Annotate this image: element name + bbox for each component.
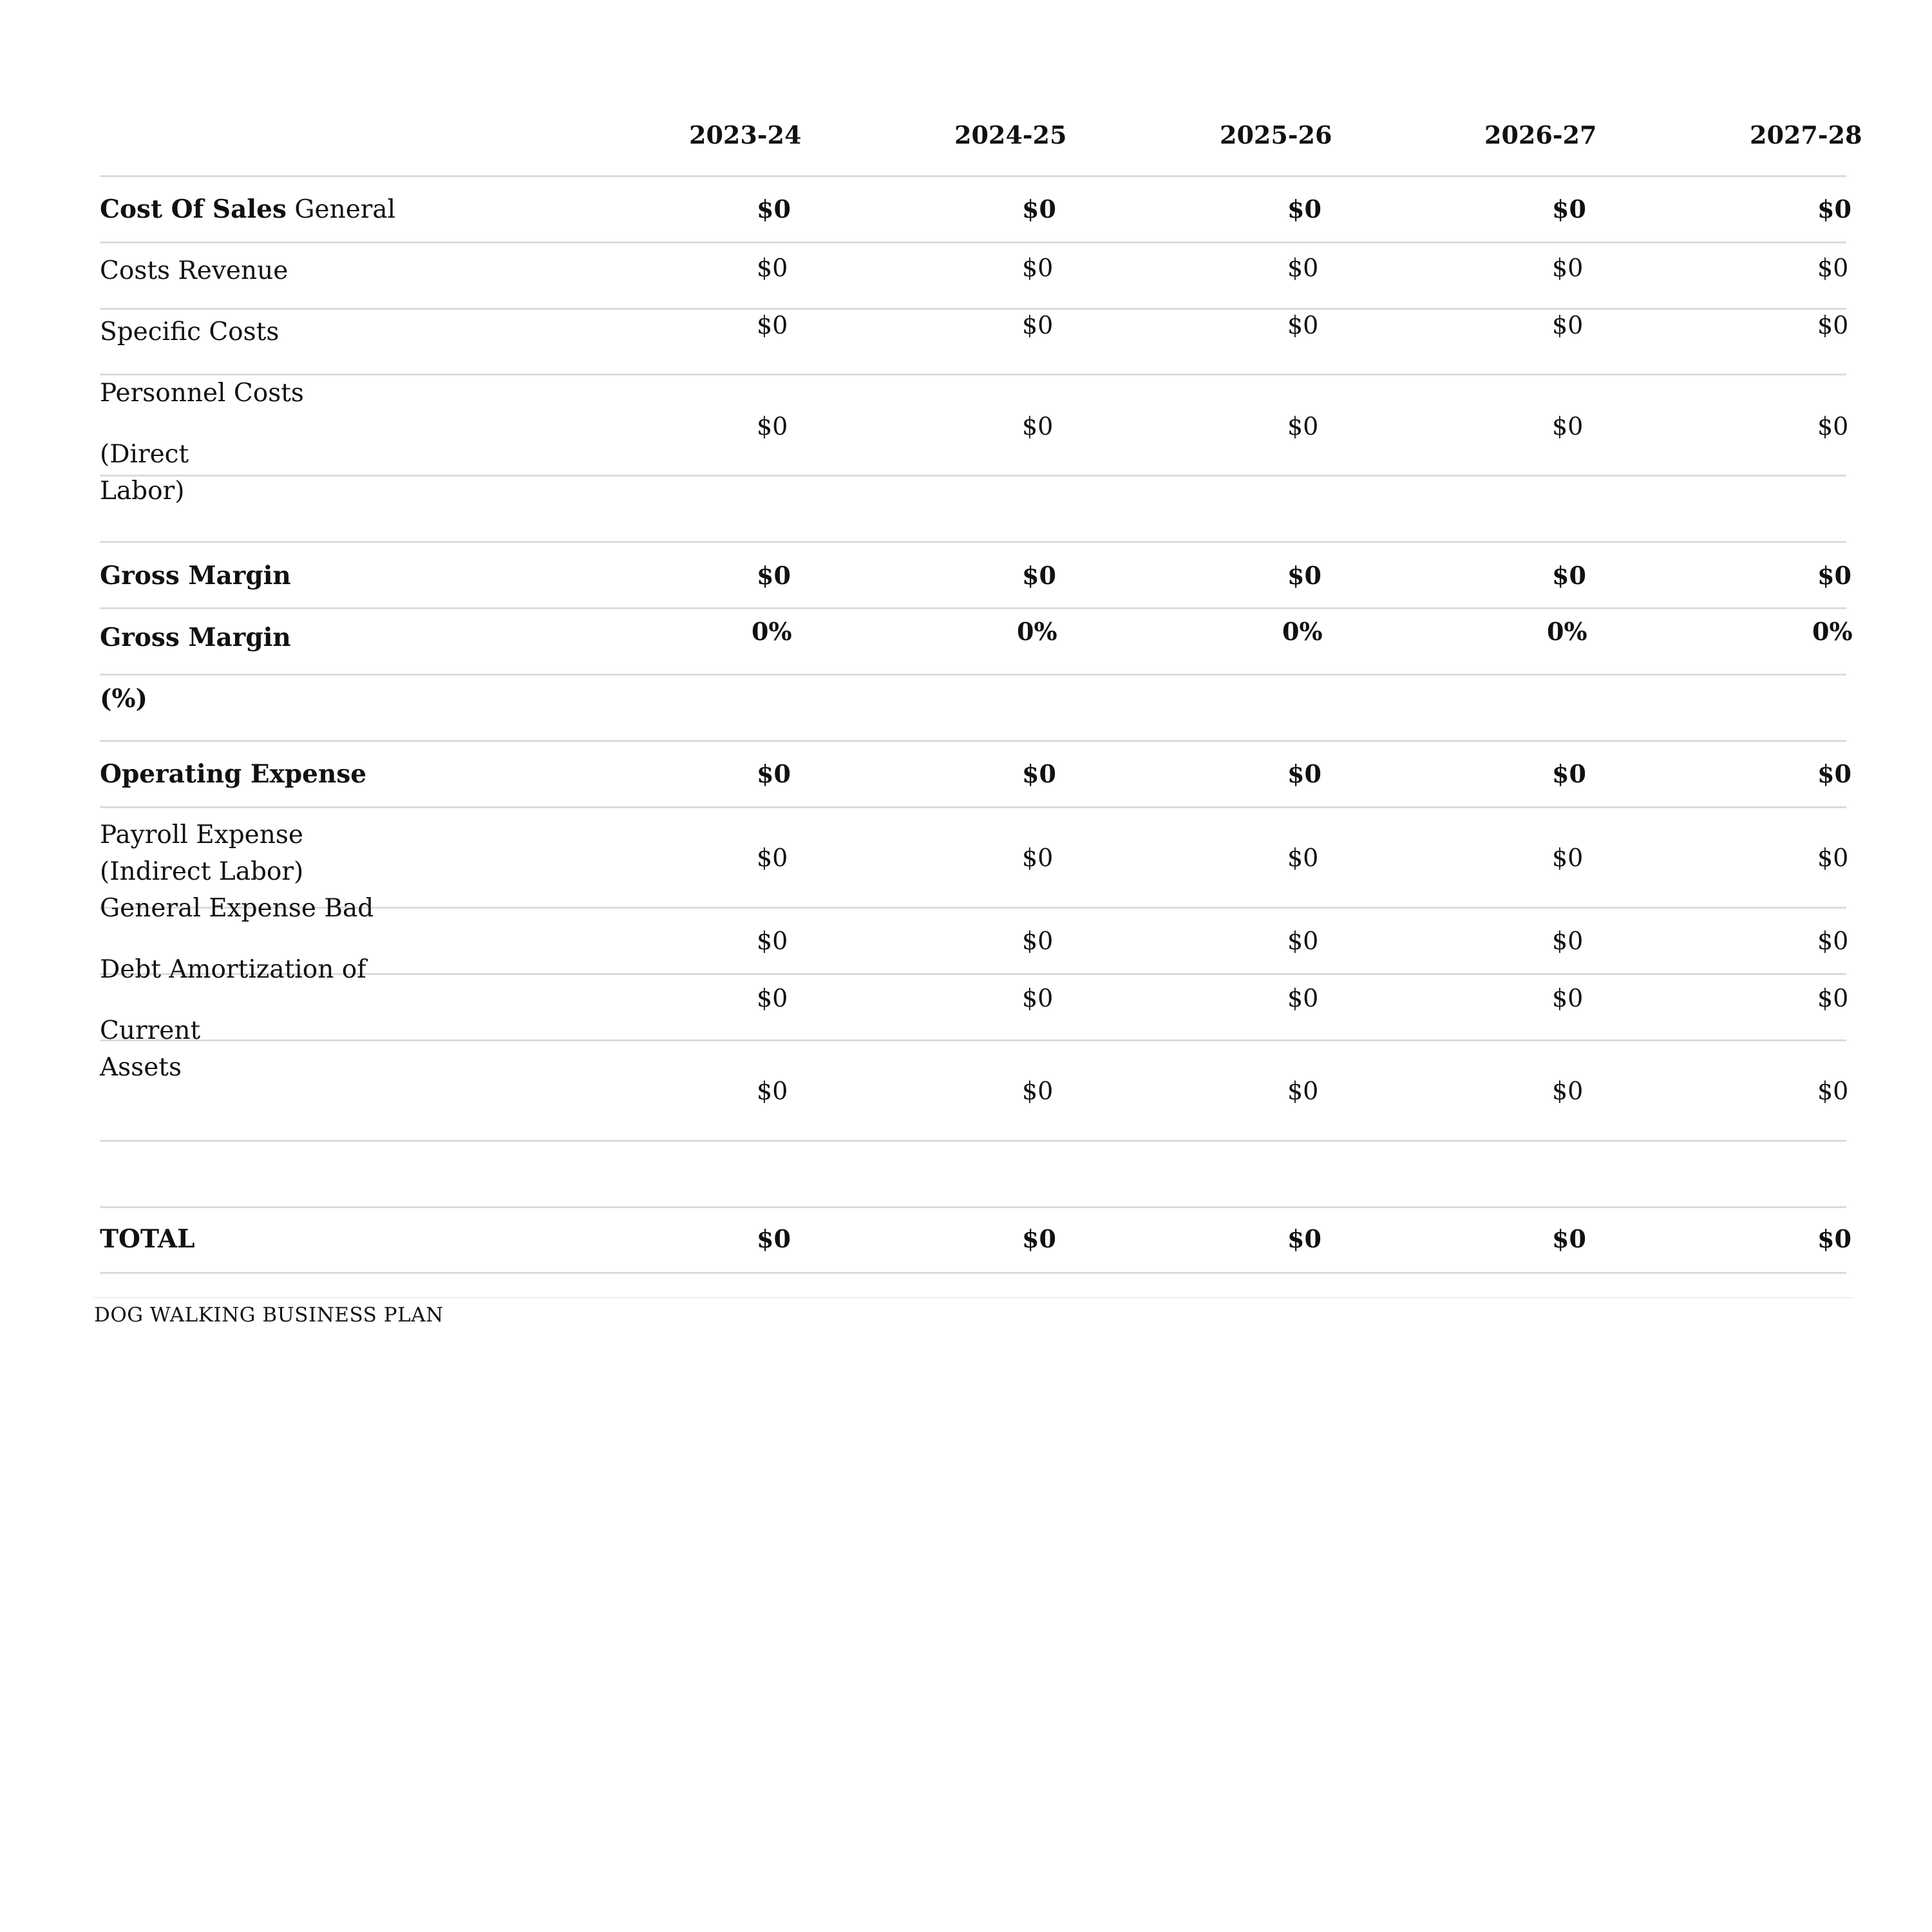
table-cell: $0 bbox=[1817, 254, 1849, 282]
table-cell: $0 bbox=[1552, 412, 1584, 440]
table-cell: $0 bbox=[1022, 412, 1054, 440]
table-cell: $0 bbox=[757, 412, 788, 440]
table-cell: $0 bbox=[1287, 984, 1319, 1012]
table-cell: $0 bbox=[1287, 1077, 1319, 1105]
table-cell: $0 bbox=[757, 844, 788, 872]
table-cell: $0 bbox=[1022, 927, 1054, 955]
table-cell: $0 bbox=[1552, 561, 1586, 590]
table-cell: $0 bbox=[1817, 1077, 1849, 1105]
table-cell: $0 bbox=[1817, 984, 1849, 1012]
table-cell: $0 bbox=[1552, 1077, 1584, 1105]
row-label-bold: Cost Of Sales bbox=[100, 194, 287, 224]
table-cell: $0 bbox=[1817, 927, 1849, 955]
table-cell: $0 bbox=[757, 984, 788, 1012]
table-rule bbox=[100, 607, 1846, 609]
row-label-total: TOTAL bbox=[100, 1224, 195, 1254]
column-header: 2023-24 bbox=[689, 120, 802, 149]
total-cell: $0 bbox=[1552, 1224, 1586, 1253]
row-label-payroll-expense: Payroll Expense bbox=[100, 820, 303, 849]
total-cell: $0 bbox=[757, 1224, 791, 1253]
table-rule bbox=[100, 806, 1846, 808]
table-cell: $0 bbox=[1287, 254, 1319, 282]
table-rule bbox=[100, 308, 1846, 310]
table-rule bbox=[100, 541, 1846, 543]
table-cell: $0 bbox=[757, 927, 788, 955]
row-label-general-expense-bad: General Expense Bad bbox=[100, 894, 374, 923]
table-cell: $0 bbox=[1817, 844, 1849, 872]
table-rule bbox=[100, 175, 1846, 177]
table-cell: $0 bbox=[757, 311, 788, 339]
row-label-costs-revenue: Costs Revenue bbox=[100, 256, 289, 285]
row-label-personnel-costs-3: Labor) bbox=[100, 477, 185, 506]
table-cell: 0% bbox=[1017, 617, 1057, 646]
table-rule bbox=[100, 475, 1846, 477]
table-cell: $0 bbox=[1817, 412, 1849, 440]
row-label-gross-margin-pct-2: (%) bbox=[100, 684, 147, 714]
table-cell: $0 bbox=[1022, 254, 1054, 282]
table-cell: $0 bbox=[1287, 194, 1321, 223]
table-cell: $0 bbox=[757, 254, 788, 282]
table-rule bbox=[100, 674, 1846, 676]
column-header: 2027-28 bbox=[1750, 120, 1862, 149]
footer-rule bbox=[93, 1297, 1853, 1298]
row-label-personnel-costs-2: (Direct bbox=[100, 440, 189, 469]
table-cell: $0 bbox=[757, 1077, 788, 1105]
table-cell: 0% bbox=[752, 617, 792, 646]
table-cell: $0 bbox=[1817, 561, 1852, 590]
row-label-gross-margin: Gross Margin bbox=[100, 561, 291, 591]
column-header: 2024-25 bbox=[954, 120, 1067, 149]
column-header: 2026-27 bbox=[1484, 120, 1597, 149]
row-label-personnel-costs: Personnel Costs bbox=[100, 379, 304, 408]
table-cell: 0% bbox=[1282, 617, 1323, 646]
table-cell: $0 bbox=[1817, 759, 1852, 788]
table-cell: $0 bbox=[1287, 844, 1319, 872]
table-cell: $0 bbox=[1022, 1077, 1054, 1105]
table-cell: $0 bbox=[1817, 194, 1852, 223]
table-cell: $0 bbox=[757, 759, 791, 788]
row-label-operating-expense: Operating Expense bbox=[100, 759, 367, 789]
table-cell: 0% bbox=[1812, 617, 1853, 646]
table-cell: 0% bbox=[1547, 617, 1587, 646]
table-cell: $0 bbox=[1552, 927, 1584, 955]
table-cell: $0 bbox=[1287, 311, 1319, 339]
row-label-debt-amortization-2: Current bbox=[100, 1016, 201, 1045]
table-cell: $0 bbox=[1287, 759, 1321, 788]
table-cell: $0 bbox=[757, 194, 791, 223]
column-header: 2025-26 bbox=[1220, 120, 1332, 149]
table-cell: $0 bbox=[1552, 759, 1586, 788]
table-cell: $0 bbox=[1287, 561, 1321, 590]
total-cell: $0 bbox=[1022, 1224, 1056, 1253]
table-cell: $0 bbox=[1022, 311, 1054, 339]
row-label-cost-of-sales bbox=[100, 194, 396, 224]
row-label-rest: General bbox=[286, 195, 396, 224]
table-cell: $0 bbox=[1552, 311, 1584, 339]
table-cell: $0 bbox=[1022, 759, 1056, 788]
total-cell: $0 bbox=[1287, 1224, 1321, 1253]
table-cell: $0 bbox=[1552, 254, 1584, 282]
table-cell: $0 bbox=[1287, 412, 1319, 440]
table-rule bbox=[100, 1039, 1846, 1041]
row-label-gross-margin-pct: Gross Margin bbox=[100, 623, 291, 652]
table-rule bbox=[100, 1140, 1846, 1142]
table-cell: $0 bbox=[1552, 844, 1584, 872]
table-cell: $0 bbox=[1022, 844, 1054, 872]
row-label-payroll-expense-2: (Indirect Labor) bbox=[100, 857, 304, 886]
total-cell: $0 bbox=[1817, 1224, 1852, 1253]
table-rule bbox=[100, 374, 1846, 375]
row-label-debt-amortization-3: Assets bbox=[100, 1053, 182, 1082]
row-label-specific-costs: Specific Costs bbox=[100, 317, 279, 346]
table-rule bbox=[100, 1272, 1846, 1274]
document-footer: DOG WALKING BUSINESS PLAN bbox=[94, 1303, 444, 1327]
table-cell: $0 bbox=[1817, 311, 1849, 339]
table-rule bbox=[100, 740, 1846, 742]
table-rule bbox=[100, 1206, 1846, 1208]
table-cell: $0 bbox=[1552, 194, 1586, 223]
row-label-debt-amortization: Debt Amortization of bbox=[100, 955, 366, 984]
table-cell: $0 bbox=[1552, 984, 1584, 1012]
table-cell: $0 bbox=[1022, 984, 1054, 1012]
table-rule bbox=[100, 242, 1846, 243]
table-cell: $0 bbox=[1287, 927, 1319, 955]
table-cell: $0 bbox=[757, 561, 791, 590]
table-cell: $0 bbox=[1022, 561, 1056, 590]
table-cell: $0 bbox=[1022, 194, 1056, 223]
